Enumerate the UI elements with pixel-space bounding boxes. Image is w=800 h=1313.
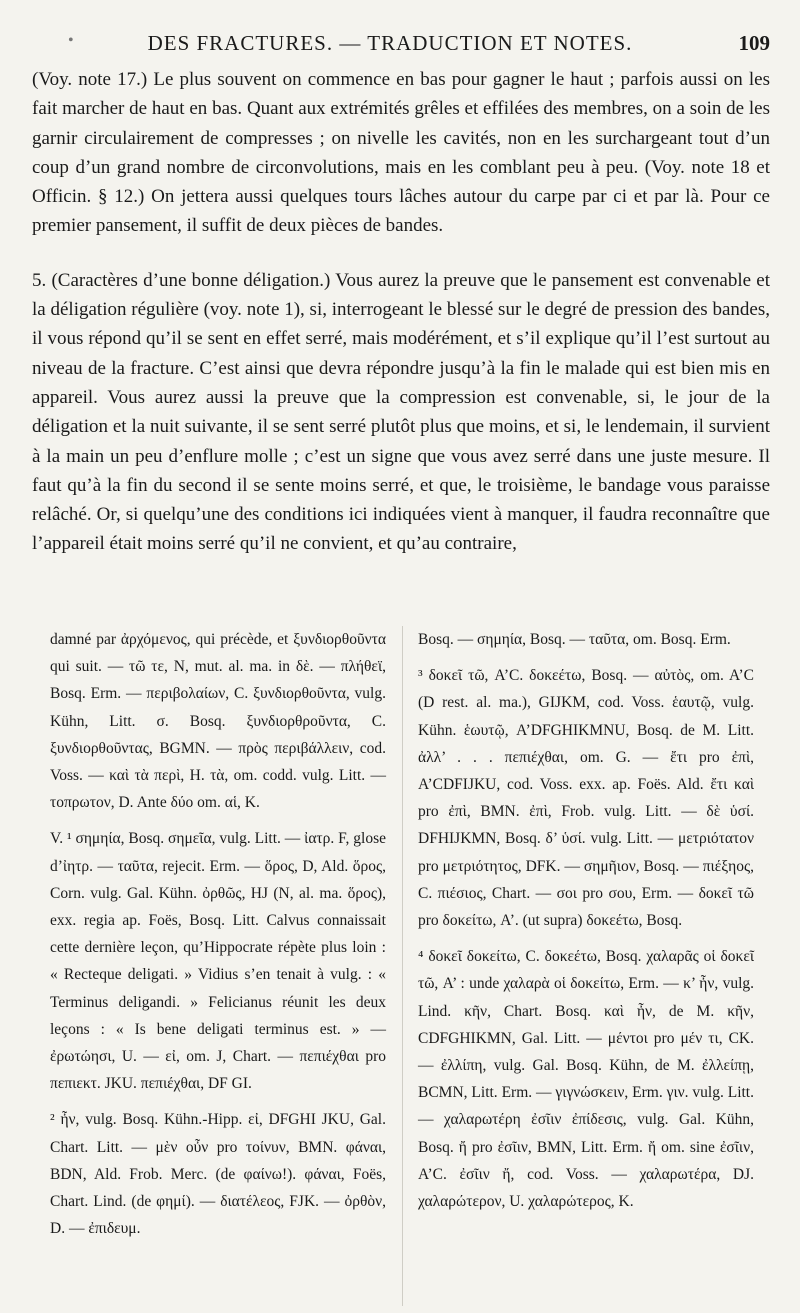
main-paragraph-2: 5. (Caractères d’une bonne déligation.) Vous aurez la preuve que le pansement est convenable et la déligation régulière (voy. note 1), si, interrogeant le blessé sur le degré de pression des bandes, il vous répond qu’il se sent en effet serré, mais modérément, et s’il explique qu’il l’est surtout au niveau de la fracture. C’est ainsi que devra répondre jusqu’à la fin le malade qui est bien mis en appareil. Vous aurez aussi la preuve que la compression est convenable, si, le jour de la déligation et la nuit suivante, il se sent serré plutôt plus que moins, et si, le lendemain, il survient à la main un peu d’enflure molle ; c’est un signe que vous avez serré dans une juste mesure. Il faut qu’à la fin du second il se sente moins serré, et que, le troisième, le bandage vous paraisse relâché. Or, si quelqu’une des conditions ici indiquées vient à manquer, il faudra reconnaître que l’appareil était moins serré qu’il ne convient, et qu’au contraire, xyxy=(32,269,770,555)
footnotes xyxy=(50,626,762,1306)
page-number: 109 xyxy=(738,31,770,55)
page-header xyxy=(30,28,770,62)
footnote-block: Bosq. — σημηία, Bosq. — ταῦτα, om. Bosq. Erm. xyxy=(418,631,731,648)
header-dot: • xyxy=(68,32,74,49)
running-title: DES FRACTURES. — TRADUCTION ET NOTES. xyxy=(147,31,633,55)
main-text xyxy=(32,65,770,559)
footnote-block: ⁴ δοκεῖ δοκείτω, C. δοκεέτω, Bosq. χαλαρᾶς οἱ δοκεῖ τῶ, A’ : unde χαλαρὰ οἱ δοκείτω, Erm. — κ’ ἦν, vulg. Lind. κῆν, Chart. Bosq. καὶ ἦν, de M. κῆν, CDFGHIKMN, Gal. Litt. — μέντοι pro μέν τι, CK. — ἐλλίπη, vulg. Gal. Bosq. Kühn, de M. ἐλλείπῃ, BCMN, Litt. Erm. — γιγνώσκειν, Erm. γιν. vulg. Litt. — χαλαρωτέρη ἐσῖιν ἐπίδεσις, vulg. Gal. Kühn, Bosq. ἤ pro ἐσῖιν, BMN, Litt. Erm. ἤ om. sine ἐσῖιν, A’C. ἐσῖιν ἤ, cod. Voss. — χαλαρωτέρα, DJ. χαλαρώτερον, U. χαλαρώτερος, K. xyxy=(418,948,754,1211)
footnotes-right-column xyxy=(418,626,754,1215)
footnote-block: ³ δοκεῖ τῶ, A’C. δοκεέτω, Bosq. — αὐτὸς, om. A’C (D rest. al. ma.), GIJKM, cod. Voss. ἑαυτῷ, vulg. Kühn. ἑωυτῷ, A’DFGHIKMNU, Bosq. de M. Litt. ἀλλ’ . . . πεπιέχθαι, om. G. — ἔτι pro ἐπὶ, A’CDFIJKU, cod. Voss. exx. ap. Foës. Ald. ἔτι καὶ pro ἐπὶ, BMN. ἐπὶ, Frob. vulg. Litt. — δὲ ὑσί. DFHIJKMN, Bosq. δ’ ὑσί. vulg. Litt. — μετριότατον pro μετριότητος, DFK. — σημῆιον, Bosq. — πιέξηος, C. πιέσιος, Chart. — σοι pro σου, Erm. — δοκεῖ τῶ pro δοκείτω, A’. (ut supra) δοκεέτω, Bosq. xyxy=(418,667,754,930)
footnote-block: ² ἦν, vulg. Bosq. Kühn.-Hipp. εἰ, DFGHI JKU, Gal. Chart. Litt. — μὲν οὖν pro τοίνυν, BMN. φάναι, BDN, Ald. Frob. Merc. (de φαίνω!). φάναι, Foës, Chart. Lind. (de φημί). — διατέλεος, FJK. — ὀρθὸν, D. — ἐπιδευμ. xyxy=(50,1111,386,1238)
main-paragraph-1: (Voy. note 17.) Le plus souvent on commence en bas pour gagner le haut ; parfois aussi on les fait marcher de haut en bas. Quant aux extrémités grêles et effilées des membres, on a soin de les garnir circulairement de compresses ; on nivelle les cavités, non en les surchargeant tout d’un coup d’un grand nombre de circonvolutions, mais en les comblant peu à peu. (Voy. note 18 et Officin. § 12.) On jettera aussi quelques tours lâches autour du carpe par ci et par là. Pour ce premier pansement, il suffit de deux pièces de bandes. xyxy=(32,69,770,237)
column-divider xyxy=(402,626,403,1306)
footnote-block: damné par ἀρχόμενος, qui précède, et ξυνδιορθοῦντα qui suit. — τῶ τε, N, mut. al. ma. in δὲ. — πλήθεϊ, Bosq. Erm. — περιβολαίων, C. ξυνδιορθοῦντα, vulg. Kühn, Litt. σ. Bosq. ξυνδιορθροῦντα, C. ξυνδιορθοῦντας, BGMN. — πρὸς περιβάλλειν, cod. Voss. — καὶ τὰ περὶ, H. τὰ, om. codd. vulg. Litt. — τοπρωτον, D. Ante δύο om. αἱ, K. xyxy=(50,631,386,812)
footnote-block: V. ¹ σημηία, Bosq. σημεῖα, vulg. Litt. — ἰατρ. F, glose d’ἰητρ. — ταῦτα, rejecit. Erm. — ὅρος, D, Ald. ὅρος, Corn. vulg. Gal. Kühn. ὀρθῶς, HJ (N, al. ma. ὅρος), exx. regia ap. Foës, Bosq. Litt. Calvus connaissait cette dernière leçon, qu’Hippocrate répète plus loin : « Recteque deligati. » Vidius s’en tenait à vulg. : « Terminus deligandi. » Felicianus réunit les deux leçons : « Is bene deligati terminus est. » — ἐρωτώησι, U. — εἰ, om. J, Chart. — πεπιέχθαι pro πεπιεκτ. JKU. πεπιέχθαι, DF GI. xyxy=(50,830,386,1093)
footnotes-left-column xyxy=(50,626,386,1242)
